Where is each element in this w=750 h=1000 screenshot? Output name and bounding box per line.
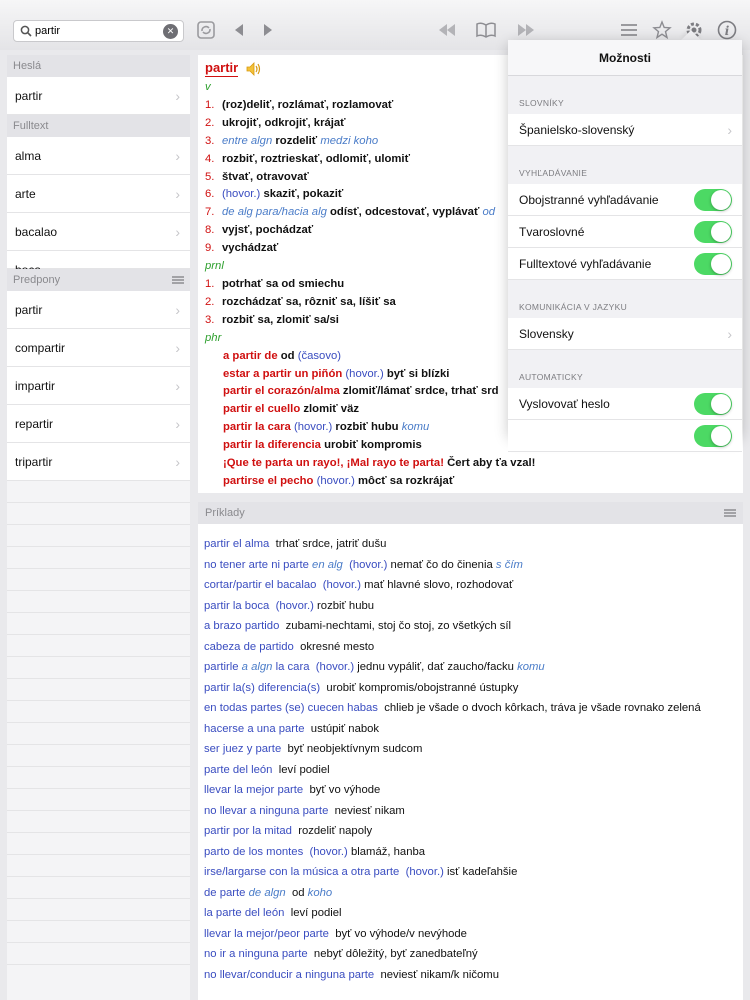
chevron-right-icon: › [175, 148, 180, 164]
group-label: SLOVNÍKY [519, 98, 564, 108]
pos-label: v [205, 81, 211, 93]
list-icon[interactable] [172, 276, 184, 284]
phrase[interactable]: ¡Que te parta un rayo!, ¡Mal rayo te parta! Čert aby ťa vzal! [223, 457, 536, 470]
toggle-switch[interactable] [694, 253, 732, 275]
example-item[interactable]: no llevar a ninguna parte neviesť nikam [204, 804, 405, 817]
group-label: VYHĽADÁVANIE [519, 168, 588, 178]
info-icon[interactable] [715, 18, 739, 42]
chevron-right-icon: › [175, 224, 180, 240]
example-item[interactable]: no ir a ninguna parte nebyť dôležitý, byť zanedbateľný [204, 948, 478, 960]
sense: 1. (roz)deliť, rozlámať, rozlamovať [205, 98, 394, 111]
options-popover [508, 40, 742, 437]
chevron-right-icon: › [175, 378, 180, 394]
list-item[interactable]: compartir › [7, 329, 190, 367]
example-item[interactable]: a brazo partido zubami-nechtami, stoj čo stoj, zo všetkých síl [204, 620, 512, 632]
phrase[interactable]: partir el cuello zlomiť väz [223, 403, 360, 416]
language-select[interactable]: Slovensky › [508, 318, 742, 350]
pos-label: prnl [205, 260, 224, 273]
history-forward-icon[interactable] [514, 18, 538, 42]
chevron-right-icon: › [727, 326, 732, 342]
list-item[interactable]: repartir › [7, 405, 190, 443]
example-item[interactable]: llevar la mejor/peor parte byť vo výhode/v nevýhode [204, 927, 467, 940]
example-item[interactable]: partir la(s) diferencia(s) urobiť kompromis/obojstranné ústupky [204, 681, 519, 694]
sense: 3. entre algn rozdeliť medzi koho [205, 134, 379, 147]
example-item[interactable]: partirle a algn la cara (hovor.) jednu vypáliť, dať zaucho/facku komu [204, 661, 545, 673]
list-item[interactable]: impartir › [7, 367, 190, 405]
sense: 9. vychádzať [205, 242, 279, 255]
chevron-right-icon: › [175, 302, 180, 318]
sense: 2. ukrojiť, odkrojiť, krájať [205, 116, 346, 129]
example-item[interactable]: hacerse a una parte ustúpiť nabok [204, 722, 380, 735]
example-item[interactable]: cabeza de partido okresné mesto [204, 640, 375, 653]
popover-title: Možnosti [508, 40, 742, 76]
phrase[interactable]: estar a partir un piñón (hovor.) byť si blízki [223, 367, 450, 380]
sense: 1. potrhať sa od smiechu [205, 277, 345, 290]
example-item[interactable]: cortar/partir el bacalao (hovor.) mať hlavné slovo, rozhodovať [204, 579, 514, 591]
pos-label: phr [205, 331, 222, 344]
headword: partir [205, 60, 239, 75]
back-icon[interactable] [227, 18, 251, 42]
book-icon[interactable] [474, 18, 498, 42]
list-item[interactable] [7, 251, 190, 269]
history-back-icon[interactable] [435, 18, 459, 42]
toggle-row-pronounce: Vyslovovať heslo [508, 388, 742, 420]
search-icon [20, 25, 32, 37]
toggle-row-bidirectional: Obojstranné vyhľadávanie [508, 184, 742, 216]
example-item[interactable]: no llevar/conducir a ninguna parte neviesť nikam/k ničomu [204, 968, 499, 981]
phrase[interactable]: partir la diferencia urobiť kompromis [223, 439, 422, 452]
chevron-right-icon: › [175, 340, 180, 356]
sense: 6. (hovor.) skaziť, pokaziť [205, 188, 344, 201]
group-label: KOMUNIKÁCIA V JAZYKU [519, 302, 628, 312]
toggle-switch[interactable] [694, 189, 732, 211]
list-icon[interactable] [617, 18, 641, 42]
sense: 3. rozbiť sa, zlomiť sa/si [205, 313, 339, 326]
example-item[interactable]: no tener arte ni parte en alg (hovor.) nemať čo do činenia s čím [204, 558, 523, 571]
sense: 5. štvať, otravovať [205, 170, 309, 183]
toggle-row-partial [508, 420, 742, 452]
search-input[interactable]: partir [35, 25, 61, 37]
examples-list [198, 524, 743, 1000]
sense: 2. rozchádzať sa, rôzniť sa, líšiť sa [205, 295, 396, 308]
phrase[interactable]: a partir de od (časovo) [223, 349, 342, 362]
toggle-row-fulltext: Fulltextové vyhľadávanie [508, 248, 742, 280]
phrase[interactable]: partirse el pecho (hovor.) môcť sa rozkrájať [223, 474, 455, 487]
example-item[interactable]: parte del león leví podiel [204, 763, 330, 776]
dictionary-select[interactable]: Španielsko-slovenský › [508, 114, 742, 146]
example-item[interactable]: irse/largarse con la música a otra parte (hovor.) isť kadeľahšie [204, 866, 518, 878]
list-item[interactable]: alma › [7, 137, 190, 175]
example-item[interactable]: partir por la mitad rozdeliť napoly [204, 825, 373, 837]
chevron-right-icon: › [727, 122, 732, 138]
examples-header: Príklady [198, 502, 743, 524]
section-header-hesla: Heslá [7, 55, 190, 77]
toggle-switch[interactable] [694, 425, 732, 447]
chevron-right-icon: › [175, 454, 180, 470]
sense: 4. rozbiť, roztrieskať, odlomiť, ulomiť [205, 152, 410, 165]
left-panel [7, 55, 190, 1000]
chevron-right-icon: › [175, 416, 180, 432]
sense: 8. vyjsť, pochádzať [205, 224, 314, 237]
list-item[interactable]: bacalao › [7, 213, 190, 251]
empty-rows [7, 481, 190, 965]
toggle-row-morphology: Tvaroslovné [508, 216, 742, 248]
phrase[interactable]: partir la cara (hovor.) rozbiť hubu komu [223, 421, 430, 434]
example-item[interactable]: llevar la mejor parte byť vo výhode [204, 784, 381, 796]
group-label: AUTOMATICKY [519, 372, 583, 382]
example-item[interactable]: partir la boca (hovor.) rozbiť hubu [204, 599, 375, 612]
forward-icon[interactable] [256, 18, 280, 42]
list-item[interactable]: tripartir › [7, 443, 190, 481]
chevron-right-icon: › [175, 186, 180, 202]
svg-text:i: i [724, 24, 730, 38]
sync-icon[interactable] [194, 18, 218, 42]
toggle-switch[interactable] [694, 393, 732, 415]
example-item[interactable]: en todas partes (se) cuecen habas chlieb je všade o dvoch kôrkach, tráva je všade rovnako zelená [204, 702, 701, 714]
search-field[interactable] [13, 20, 184, 42]
star-icon[interactable] [650, 18, 674, 42]
example-item[interactable]: la parte del león leví podiel [204, 907, 342, 919]
chevron-right-icon: › [175, 88, 180, 104]
example-item[interactable]: partir el alma trhať srdce, jatriť dušu [204, 538, 387, 550]
speaker-icon[interactable] [246, 62, 262, 76]
list-item[interactable]: arte › [7, 175, 190, 213]
example-item[interactable]: ser juez y parte byť neobjektívnym sudcom [204, 743, 423, 755]
section-header-predpony: Predpony [7, 269, 190, 291]
list-item[interactable]: partir › [7, 291, 190, 329]
list-icon[interactable] [724, 509, 736, 517]
sense: 7. de alg para/hacia alg odísť, odcestovať, vyplávať od [205, 206, 496, 219]
toggle-switch[interactable] [694, 221, 732, 243]
example-item[interactable]: parto de los montes (hovor.) blamáž, hanba [204, 845, 426, 858]
section-header-fulltext: Fulltext [7, 115, 190, 137]
example-item[interactable]: de parte de algn od koho [204, 886, 333, 899]
list-item[interactable]: partir › [7, 77, 190, 115]
clear-circle-icon[interactable]: ✕ [163, 24, 178, 39]
phrase[interactable]: partir el corazón/alma zlomiť/lámať srdce, trhať srd [223, 385, 499, 398]
